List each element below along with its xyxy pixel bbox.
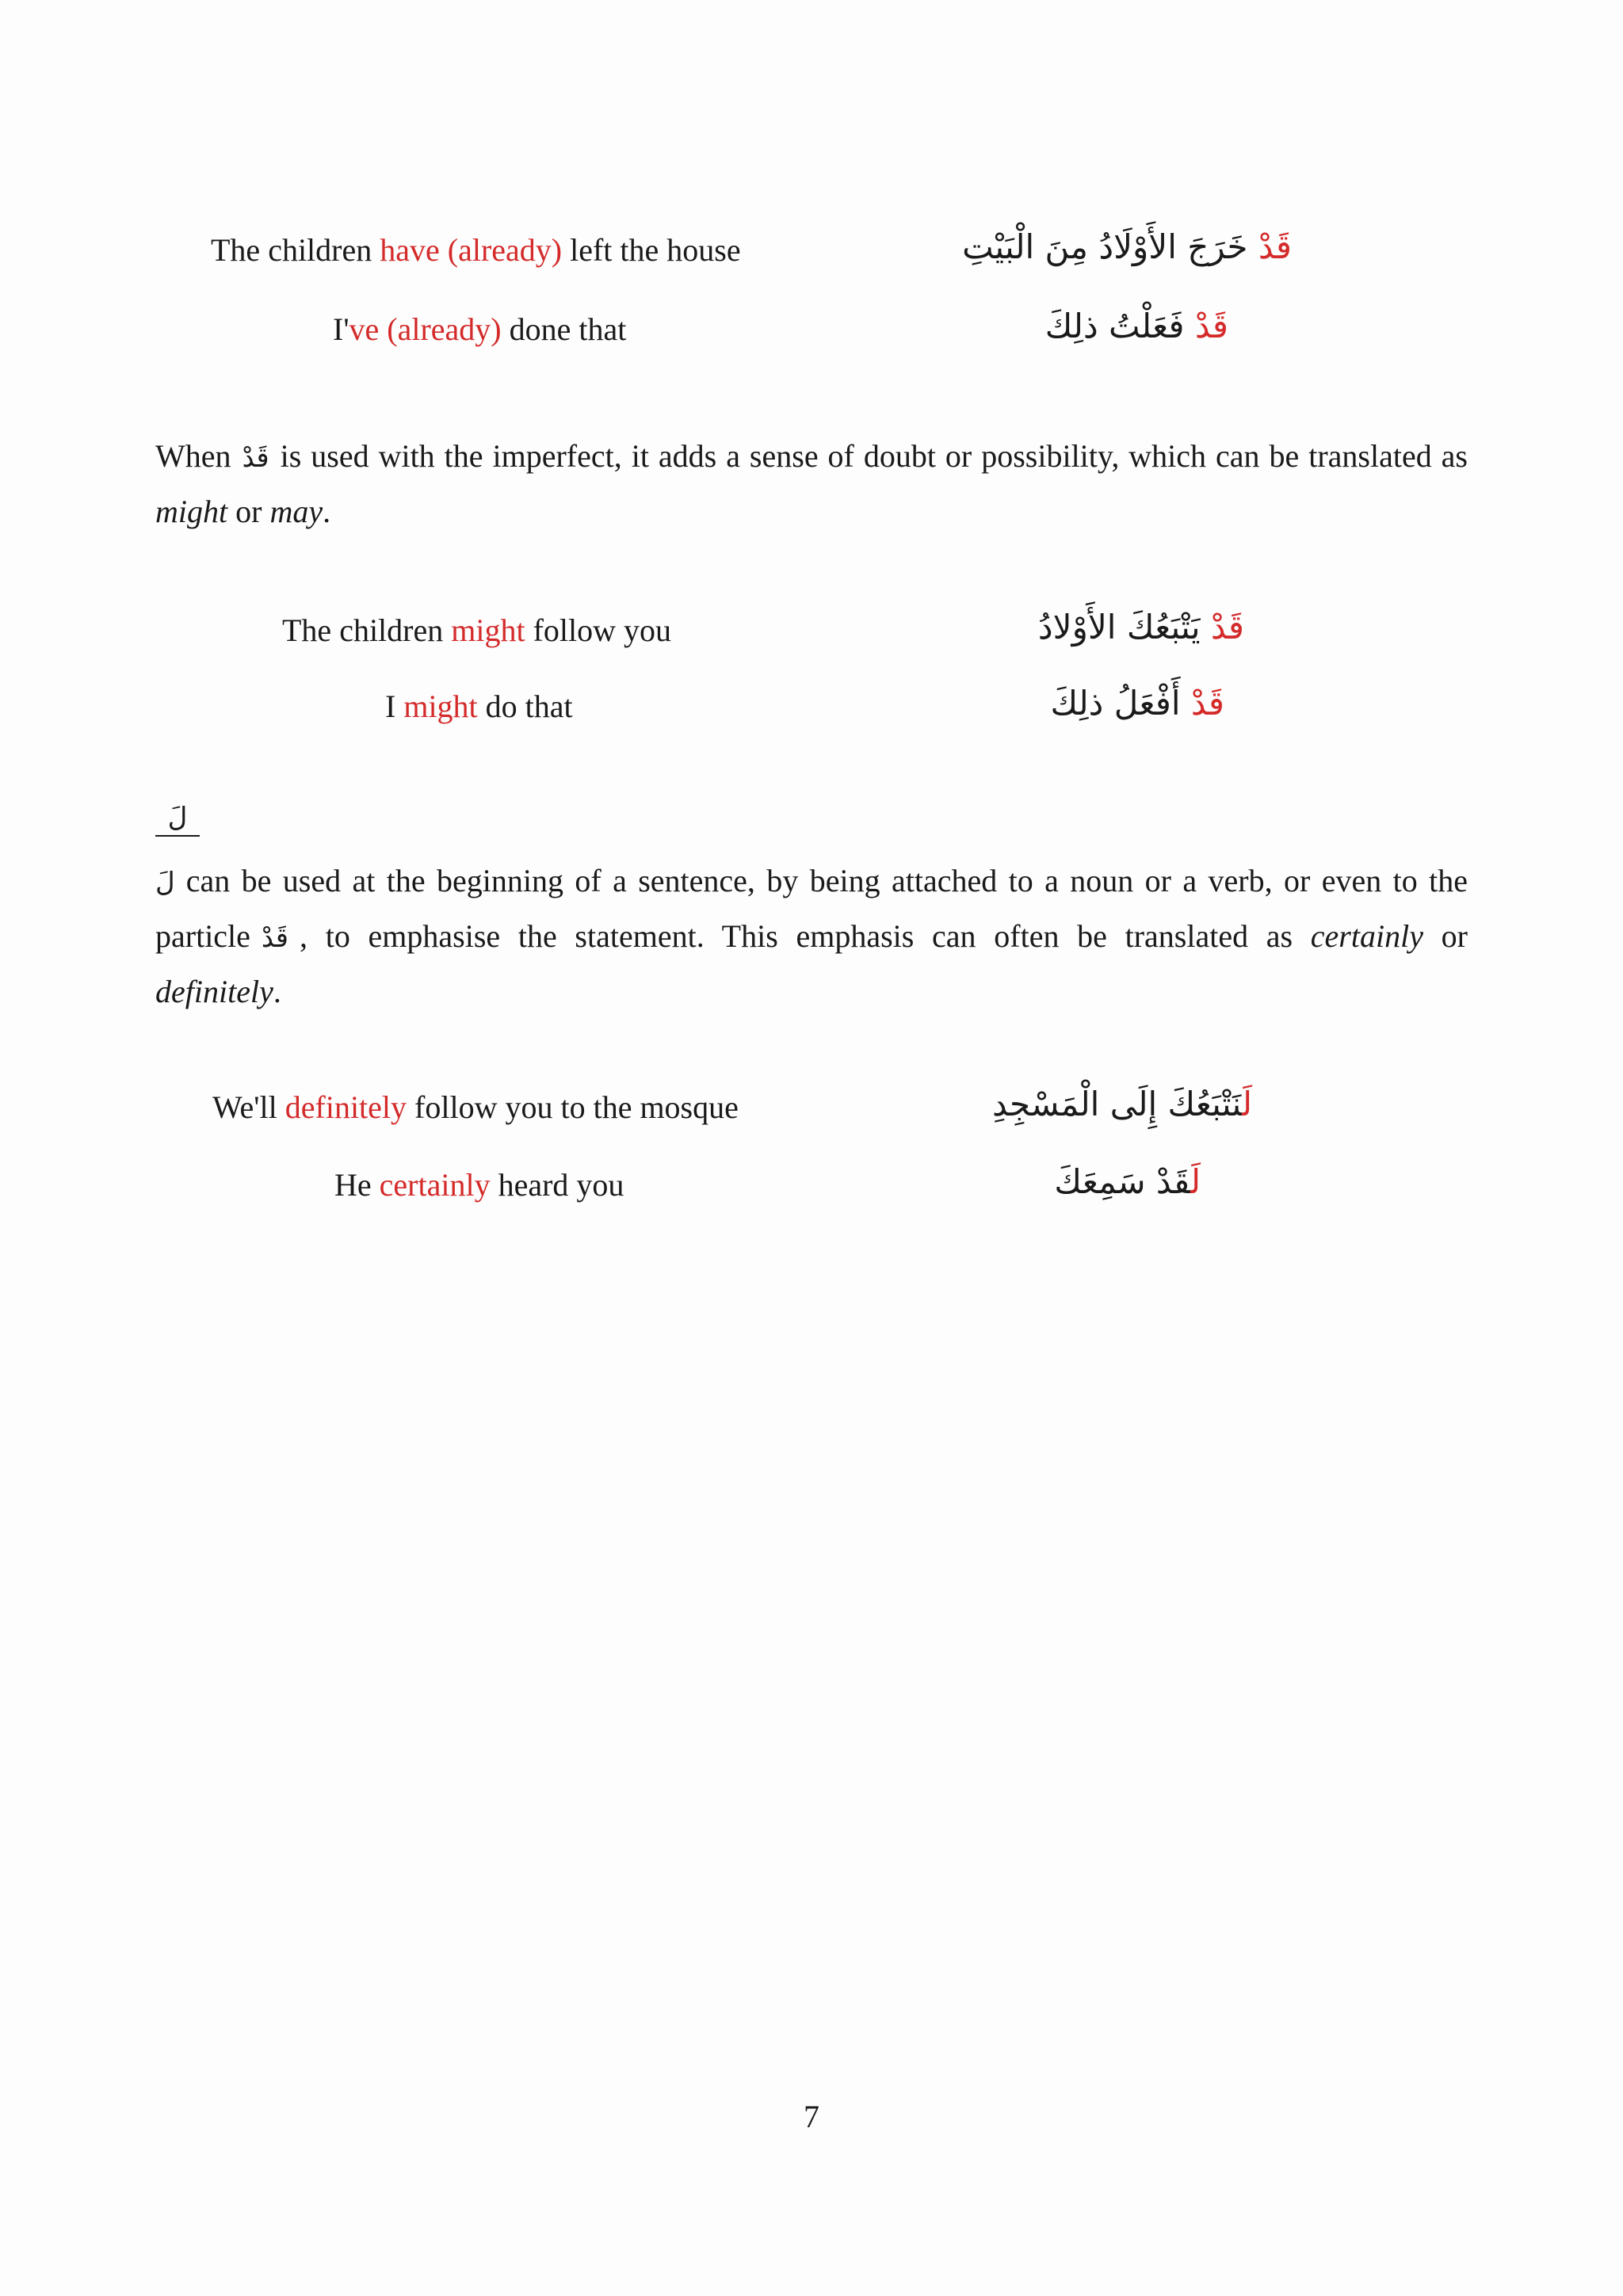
- example-text: follow you to the mosque: [407, 1089, 739, 1125]
- arabic-highlight: قَدْ: [1194, 307, 1228, 345]
- example-arabic: [935, 225, 1292, 269]
- example-english: [282, 612, 671, 650]
- example-arabic: [967, 681, 1224, 726]
- arabic-highlight: قَدْ: [1190, 684, 1224, 723]
- example-english: [211, 231, 741, 269]
- example-highlight: certainly: [379, 1167, 491, 1203]
- example-text: heard you: [490, 1167, 624, 1203]
- example-highlight: might: [451, 612, 525, 648]
- example-english: [385, 688, 573, 726]
- arabic-term: قَدْ: [242, 442, 269, 474]
- explanation-paragraph: When قَدْ is used with the imperfect, it adds a sense of doubt or possibility, which can be translated as might or may.: [155, 429, 1468, 539]
- arabic-highlight: قَدْ: [1258, 227, 1292, 266]
- example-highlight: have (already): [380, 232, 563, 268]
- arabic-term: لَ: [155, 867, 175, 898]
- section-heading: لَ: [155, 800, 200, 837]
- example-text: We'll: [212, 1089, 285, 1125]
- example-text: do that: [477, 688, 573, 724]
- explanation-paragraph: لَ can be used at the beginning of a sentence, by being attached to a noun or a verb, or even to the particle قَدْ , to emphasise the statement. This emphasis can often be translated as certainly or definitely.: [155, 854, 1468, 1019]
- page-number: 7: [804, 2099, 819, 2134]
- arabic-highlight: لَ: [1190, 1162, 1201, 1201]
- example-highlight: definitely: [285, 1089, 407, 1125]
- example-arabic: [983, 1160, 1201, 1204]
- arabic-term: قَدْ: [261, 922, 289, 954]
- example-arabic: [935, 1082, 1252, 1127]
- example-text: left the house: [562, 232, 741, 268]
- example-arabic: [951, 304, 1228, 349]
- arabic-text: فَعَلْتُ ذلِكَ: [1044, 307, 1195, 345]
- arabic-text: أَفْعَلُ ذلِكَ: [1050, 684, 1191, 723]
- example-text: The children: [282, 612, 452, 648]
- example-highlight: might: [403, 688, 478, 724]
- example-text: follow you: [525, 612, 672, 648]
- example-highlight: ve (already): [349, 311, 502, 347]
- arabic-text: نَتْبَعُكَ إِلَى الْمَسْجِدِ: [991, 1085, 1243, 1123]
- arabic-highlight: لَ: [1242, 1085, 1252, 1123]
- example-text: I: [385, 688, 404, 724]
- example-english: [333, 311, 626, 349]
- example-english: [212, 1089, 739, 1127]
- example-text: He: [334, 1167, 380, 1203]
- arabic-text: قَدْ سَمِعَكَ: [1054, 1162, 1191, 1201]
- arabic-highlight: قَدْ: [1210, 608, 1244, 646]
- arabic-text: يَتْبَعُكَ الأَوْلادُ: [1037, 608, 1211, 646]
- arabic-text: خَرَجَ الأَوْلَادُ مِنَ الْبَيْتِ: [962, 227, 1258, 266]
- example-text: The children: [211, 232, 380, 268]
- example-text: I': [333, 311, 349, 347]
- example-text: done that: [501, 311, 627, 347]
- example-arabic: [951, 605, 1244, 650]
- example-english: [334, 1166, 624, 1204]
